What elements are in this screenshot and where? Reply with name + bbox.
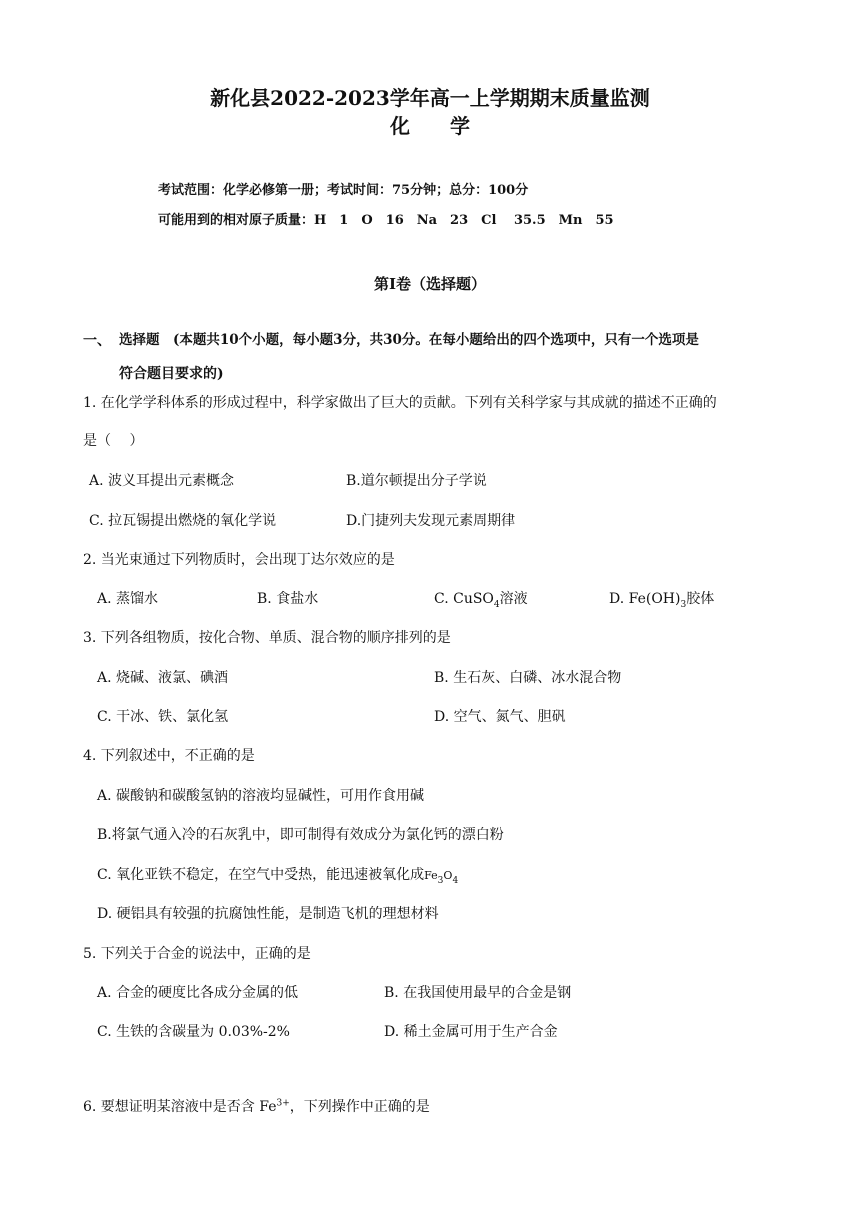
q3-option-d: D. 空气、氮气、胆矾 — [434, 709, 566, 725]
q1-option-d: D.门捷列夫发现元素周期律 — [346, 513, 516, 529]
q3-option-c: C. 干冰、铁、氯化氢 — [97, 709, 229, 725]
q2-stem: 2. 当光束通过下列物质时，会出现丁达尔效应的是 — [83, 552, 395, 568]
q2-option-b: B. 食盐水 — [257, 591, 319, 607]
atomic-masses: 可能用到的相对原子质量：H 1 O 16 Na 23 Cl 35.5 Mn 55 — [158, 213, 614, 228]
q5-option-b: B. 在我国使用最早的合金是钢 — [384, 985, 572, 1001]
q6-stem: 6. 要想证明某溶液中是否含 $Fe^{3+}$，下列操作中正确的是 — [83, 1098, 430, 1115]
q5-option-d: D. 稀土金属可用于生产合金 — [384, 1024, 558, 1040]
q5-stem: 5. 下列关于合金的说法中，正确的是 — [83, 946, 311, 962]
q5-option-a: A. 合金的硬度比各成分金属的低 — [97, 985, 299, 1001]
section-number: 一、 — [83, 333, 111, 349]
section-heading-cont: 符合题目要求的) — [119, 366, 224, 382]
q4-stem: 4. 下列叙述中，不正确的是 — [83, 748, 255, 764]
q1-option-a: A. 波义耳提出元素概念 — [89, 473, 235, 489]
q1-stem: 1. 在化学学科体系的形成过程中，科学家做出了巨大的贡献。下列有关科学家与其成就的描述不正确的 — [83, 395, 717, 411]
q2-option-d: D. $Fe(OH)_3$胶体 — [609, 591, 715, 610]
subject-title: 化 学 — [390, 114, 470, 138]
q4-option-b: B.将氯气通入冷的石灰乳中，即可制得有效成分为氯化钙的漂白粉 — [97, 827, 504, 843]
exam-info: 考试范围：化学必修第一册；考试时间：75分钟；总分：100分 — [158, 183, 529, 198]
q1-stem-cont: 是（ ） — [83, 433, 144, 449]
q4-option-a: A. 碳酸钠和碳酸氢钠的溶液均显碱性，可用作食用碱 — [97, 788, 425, 804]
q5-option-c: C. 生铁的含碳量为 0.03%-2% — [97, 1024, 290, 1040]
q3-option-a: A. 烧碱、液氯、碘酒 — [97, 670, 229, 686]
exam-title: 新化县2022-2023学年高一上学期期末质量监测 — [210, 86, 650, 110]
section-heading: 选择题 (本题共10个小题，每小题3分，共30分。在每小题给出的四个选项中，只有一个选项是 — [119, 332, 699, 348]
q3-option-b: B. 生石灰、白磷、冰水混合物 — [434, 670, 622, 686]
q1-option-c: C. 拉瓦锡提出燃烧的氧化学说 — [89, 513, 277, 529]
volume-title: 第I卷（选择题） — [373, 275, 487, 293]
q2-option-c: C. CuSO$_4$溶液 — [434, 591, 528, 610]
q2-option-a: A. 蒸馏水 — [97, 591, 159, 607]
q3-stem: 3. 下列各组物质，按化合物、单质、混合物的顺序排列的是 — [83, 630, 451, 646]
q4-option-c: C. 氧化亚铁不稳定，在空气中受热，能迅速被氧化成$Fe_3O_4$ — [97, 867, 459, 886]
q4-option-d: D. 硬铝具有较强的抗腐蚀性能，是制造飞机的理想材料 — [97, 906, 439, 922]
q1-option-b: B.道尔顿提出分子学说 — [346, 473, 487, 489]
